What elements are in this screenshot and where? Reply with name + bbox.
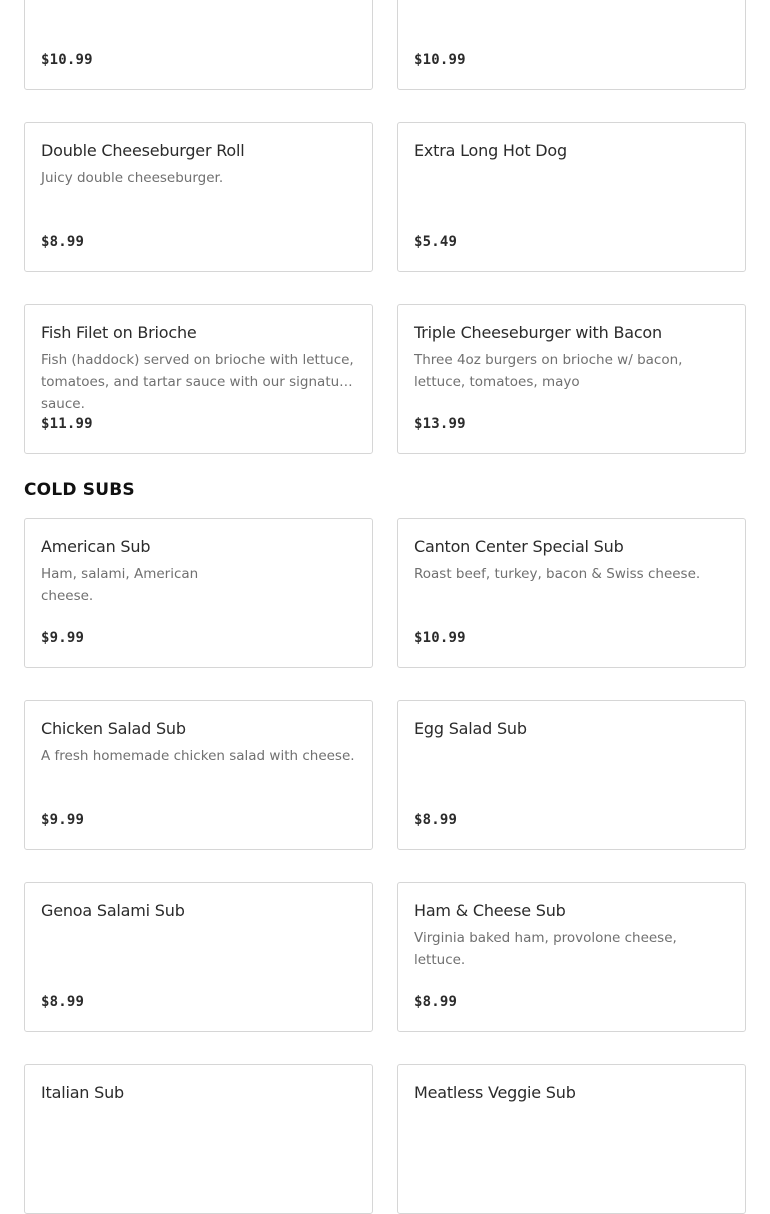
menu-item-card[interactable] (24, 122, 373, 272)
menu-item-name: Double Cheeseburger Roll (41, 141, 245, 160)
menu-item-description: Ham, salami, American cheese. (41, 566, 199, 604)
menu-item-name: Meatless Veggie Sub (414, 1083, 576, 1102)
menu-item-price: $10.99 (414, 52, 466, 68)
menu-item-description: Roast beef, turkey, bacon & Swiss cheese. (414, 566, 701, 582)
menu-item-description: Three 4oz burgers on brioche w/ bacon, lettuce, tomatoes, mayo (414, 352, 683, 390)
menu-item-price: $10.99 (41, 52, 93, 68)
menu-item-card[interactable] (24, 0, 373, 90)
menu-item-name: Fish Filet on Brioche (41, 323, 197, 342)
menu-item-name: Italian Sub (41, 1083, 124, 1102)
menu-item-name: Genoa Salami Sub (41, 901, 185, 920)
menu-item-name: Ham & Cheese Sub (414, 901, 566, 920)
menu-item-card[interactable] (24, 1064, 373, 1214)
menu-item-name: Chicken Salad Sub (41, 719, 186, 738)
menu-item-card[interactable] (397, 122, 746, 272)
menu-item-card[interactable] (397, 304, 746, 454)
menu-item-card[interactable] (397, 518, 746, 668)
menu-item-name: Triple Cheeseburger with Bacon (414, 323, 662, 342)
menu-item-name: Canton Center Special Sub (414, 537, 624, 556)
menu-item-price: $11.99 (41, 416, 93, 432)
menu-item-description: Juicy double cheeseburger. (41, 170, 224, 186)
section-title-cold-subs: COLD SUBS (24, 480, 135, 500)
menu-item-description: Fish (haddock) served on brioche with lettuce, tomatoes, and tartar sauce with our signature sauce. (41, 352, 354, 412)
menu-item-card[interactable] (397, 700, 746, 850)
menu-item-price: $10.99 (414, 630, 466, 646)
menu-item-price: $13.99 (414, 416, 466, 432)
menu-item-price: $8.99 (41, 234, 85, 250)
menu-item-description: Virginia baked ham, provolone cheese, lettuce. (414, 930, 677, 968)
menu-item-card[interactable] (24, 882, 373, 1032)
menu-item-price: $8.99 (414, 812, 458, 828)
menu-item-card[interactable] (397, 0, 746, 90)
menu-item-card[interactable] (397, 882, 746, 1032)
menu-item-price: $5.49 (414, 234, 458, 250)
menu-item-price: $9.99 (41, 630, 85, 646)
menu-item-card[interactable] (24, 304, 373, 454)
menu-item-price: $9.99 (41, 812, 85, 828)
menu-item-card[interactable] (24, 700, 373, 850)
menu-item-card[interactable] (24, 518, 373, 668)
menu-item-price: $8.99 (414, 994, 458, 1010)
menu-item-price: $8.99 (41, 994, 85, 1010)
menu-item-description: A fresh homemade chicken salad with cheese. (41, 748, 355, 764)
menu-item-name: Egg Salad Sub (414, 719, 527, 738)
menu-item-name: American Sub (41, 537, 151, 556)
menu-item-card[interactable] (397, 1064, 746, 1214)
menu-item-name: Extra Long Hot Dog (414, 141, 567, 160)
